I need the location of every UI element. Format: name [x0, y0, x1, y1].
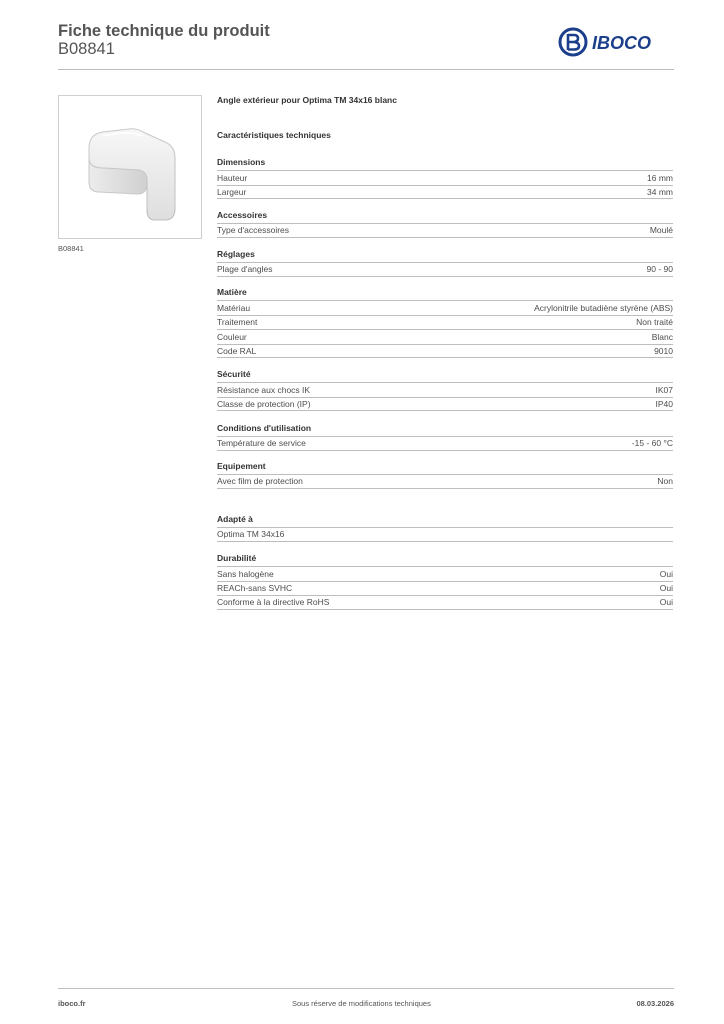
logo-text: IBOCO — [592, 33, 652, 53]
spec-label: Sans halogène — [217, 568, 274, 579]
spec-value: -15 - 60 °C — [631, 438, 673, 449]
spec-value: Oui — [659, 568, 673, 579]
section-reglages — [217, 247, 673, 277]
spec-row — [217, 566, 673, 581]
spec-row — [217, 262, 673, 277]
spec-title: Caractéristiques techniques — [217, 130, 331, 140]
spec-row — [217, 344, 673, 359]
section-title: Réglages — [217, 249, 255, 259]
image-caption: B08841 — [58, 244, 84, 253]
spec-value: Oui — [659, 583, 673, 594]
spec-value: 34 mm — [647, 186, 673, 197]
section-title: Durabilité — [217, 553, 257, 563]
section-title: Sécurité — [217, 369, 251, 379]
spec-label: Traitement — [217, 317, 258, 328]
section-adapte — [217, 512, 673, 542]
spec-value: 16 mm — [647, 172, 673, 183]
spec-label: Classe de protection (IP) — [217, 398, 311, 409]
spec-label: Plage d'angles — [217, 264, 273, 275]
footer-website[interactable]: iboco.fr — [58, 999, 86, 1008]
section-title: Dimensions — [217, 157, 266, 167]
spec-label: Avec film de protection — [217, 476, 303, 487]
spec-row — [217, 397, 673, 412]
section-matiere — [217, 285, 673, 358]
spec-label: Code RAL — [217, 345, 257, 356]
spec-value: Non — [657, 476, 673, 487]
spec-row — [217, 329, 673, 344]
product-image — [58, 95, 202, 239]
section-dimensions — [217, 155, 673, 199]
spec-value: Blanc — [651, 331, 673, 342]
spec-row — [217, 436, 673, 451]
spec-label: Température de service — [217, 438, 306, 449]
section-title: Accessoires — [217, 210, 268, 220]
section-accessoires — [217, 208, 673, 238]
spec-label: Type d'accessoires — [217, 225, 290, 236]
spec-label: Matériau — [217, 302, 251, 313]
spec-value: Moulé — [649, 225, 673, 236]
spec-row — [217, 185, 673, 200]
spec-value: IP40 — [655, 398, 673, 409]
page-header — [58, 22, 674, 70]
page-footer — [58, 988, 674, 1010]
footer-notice: Sous réserve de modifications techniques — [292, 999, 431, 1008]
section-title: Matière — [217, 287, 247, 297]
spec-row — [217, 581, 673, 596]
section-title: Adapté à — [217, 514, 253, 524]
iboco-logo — [558, 27, 674, 57]
page-title: Fiche technique du produit — [58, 22, 270, 40]
corner-piece-illustration — [59, 96, 203, 240]
spec-row — [217, 170, 673, 185]
section-title: Equipement — [217, 461, 266, 471]
section-securite — [217, 367, 673, 411]
spec-value: 9010 — [654, 345, 673, 356]
spec-value: Non traité — [636, 317, 673, 328]
spec-label: Largeur — [217, 186, 247, 197]
spec-row — [217, 474, 673, 489]
spec-label: Hauteur — [217, 172, 248, 183]
spec-row — [217, 382, 673, 397]
product-reference: B08841 — [58, 40, 115, 58]
section-title: Conditions d'utilisation — [217, 423, 312, 433]
spec-value: Oui — [659, 597, 673, 608]
spec-row — [217, 223, 673, 238]
spec-row — [217, 595, 673, 610]
spec-label: Conforme à la directive RoHS — [217, 597, 330, 608]
section-conditions — [217, 421, 673, 451]
footer-date: 08.03.2026 — [636, 999, 674, 1008]
section-equipement — [217, 459, 673, 489]
product-name: Angle extérieur pour Optima TM 34x16 blanc — [217, 95, 397, 105]
section-durabilite — [217, 551, 673, 610]
spec-label: Résistance aux chocs IK — [217, 384, 311, 395]
spec-value: 90 - 90 — [646, 264, 673, 275]
spec-row — [217, 315, 673, 330]
spec-label: Optima TM 34x16 — [217, 529, 285, 540]
spec-value: Acrylonitrile butadiène styrène (ABS) — [534, 302, 673, 313]
spec-label: REACh-sans SVHC — [217, 583, 293, 594]
spec-row — [217, 300, 673, 315]
spec-row — [217, 527, 673, 542]
spec-value: IK07 — [655, 384, 673, 395]
spec-label: Couleur — [217, 331, 247, 342]
